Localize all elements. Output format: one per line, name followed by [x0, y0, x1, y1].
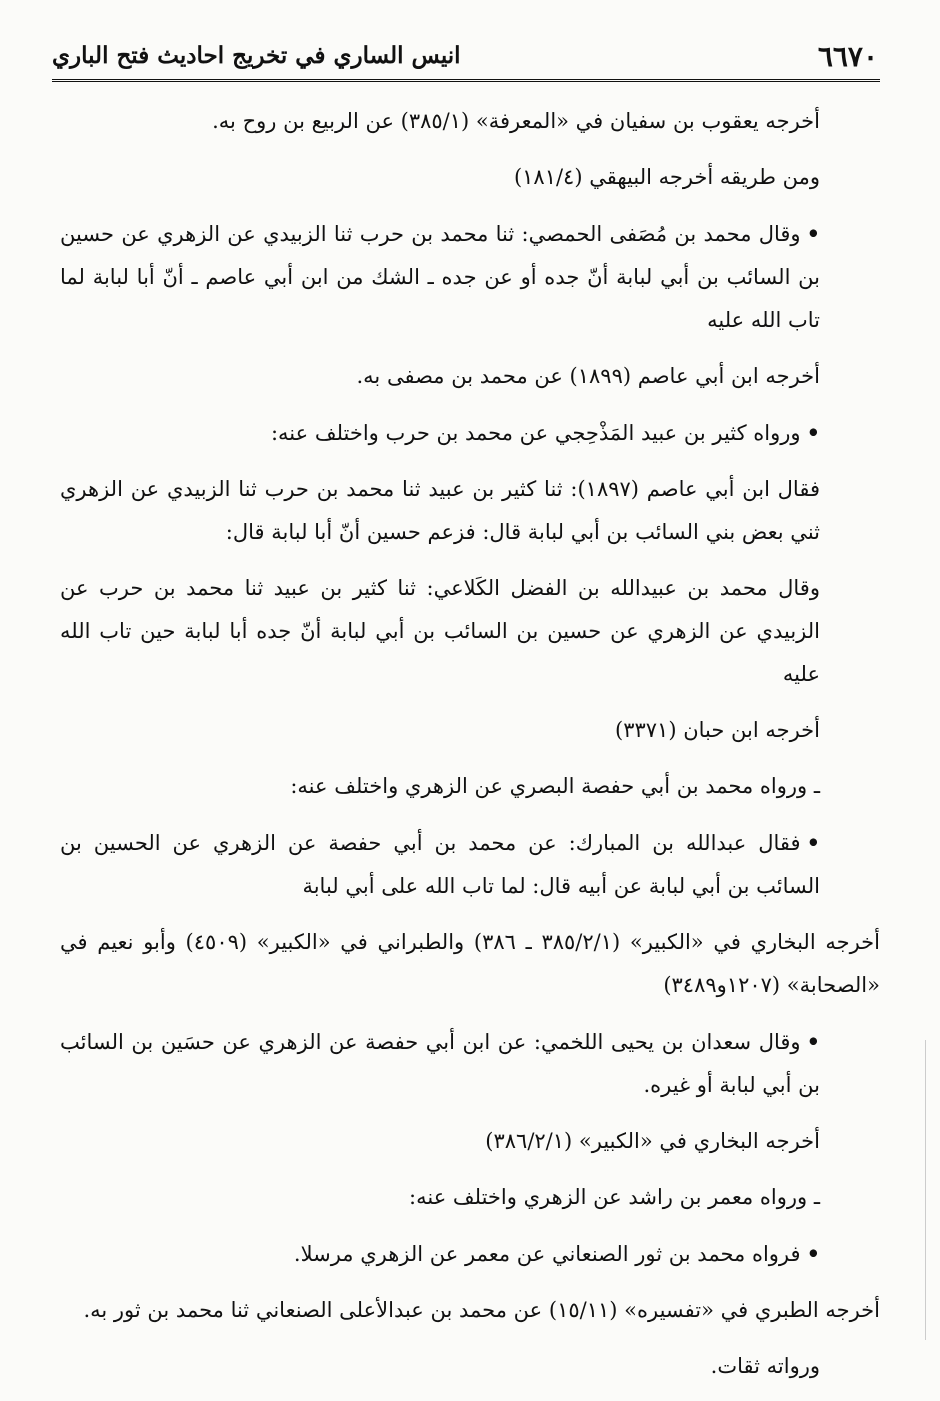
paragraph-text: أخرجه الطبري في «تفسيره» (١٥/١١) عن محمد بن عبدالأعلى الصنعاني ثنا محمد بن ثور به. — [83, 1298, 880, 1322]
paragraph — [60, 100, 880, 143]
paragraph — [60, 1289, 880, 1332]
paragraph — [60, 1176, 880, 1219]
paragraph-text: وقال محمد بن مُصَفى الحمصي: ثنا محمد بن حرب ثنا الزبيدي عن الزهري عن حسين بن السائب بن أبي لبابة أنّ جده أو عن جده ـ الشك من ابن أبي عاصم ـ أنّ أبا لبابة لما تاب الله عليه — [60, 222, 820, 332]
paragraph-text: ورواه كثير بن عبيد المَذْحِجي عن محمد بن حرب واختلف عنه: — [270, 421, 801, 445]
paragraph — [60, 1120, 880, 1163]
running-title: انيس الساري في تخريج احاديث فتح الباري — [52, 42, 461, 69]
paragraph-text: ـ ورواه معمر بن راشد عن الزهري واختلف عنه: — [409, 1185, 820, 1209]
page-header — [52, 36, 880, 82]
bullet-icon: • — [806, 221, 820, 246]
paragraph-text: فقال عبدالله بن المبارك: عن محمد بن أبي حفصة عن الزهري عن الحسين بن السائب بن أبي لبابة عن أبيه قال: لما تاب الله على أبي لبابة — [60, 831, 820, 898]
paragraph-text: فرواه محمد بن ثور الصنعاني عن معمر عن الزهري مرسلا. — [293, 1242, 801, 1266]
bulleted-paragraph — [60, 1232, 880, 1276]
header-rule — [52, 79, 880, 82]
paragraph — [60, 156, 880, 199]
paragraph-text: أخرجه البخاري في «الكبير» (٣٨٥/٢/١ ـ ٣٨٦) والطبراني في «الكبير» (٤٥٠٩) وأبو نعيم في «الصحابة» (١٢٠٧و٣٤٨٩) — [60, 930, 881, 997]
paragraph — [60, 567, 880, 696]
bullet-icon: • — [806, 1029, 820, 1054]
paragraph — [60, 468, 880, 554]
bulleted-paragraph — [60, 821, 880, 908]
paragraph — [60, 921, 880, 1007]
bulleted-paragraph — [60, 1020, 880, 1107]
paragraph-text: أخرجه ابن أبي عاصم (١٨٩٩) عن محمد بن مصفى به. — [356, 364, 820, 388]
paragraph-text: أخرجه البخاري في «الكبير» (٣٨٦/٢/١) — [485, 1129, 820, 1153]
paragraph-text: فقال ابن أبي عاصم (١٨٩٧): ثنا كثير بن عبيد ثنا محمد بن حرب ثنا الزبيدي عن الزهري ثني بعض بني السائب بن أبي لبابة قال: فزعم حسين أنّ أبا لبابة قال: — [60, 477, 820, 544]
body-text — [60, 100, 880, 1401]
paragraph — [60, 765, 880, 808]
paragraph-text: ورواته ثقات. — [710, 1354, 820, 1378]
paragraph — [60, 709, 880, 752]
bullet-icon: • — [806, 830, 820, 855]
bulleted-paragraph — [60, 212, 880, 342]
paragraph-text: وقال سعدان بن يحيى اللخمي: عن ابن أبي حفصة عن الزهري عن حسَين بن السائب بن أبي لبابة أو غيره. — [60, 1030, 820, 1097]
bulleted-paragraph — [60, 411, 880, 455]
scan-edge-line — [925, 1040, 926, 1340]
paragraph-text: أخرجه ابن حبان (٣٣٧١) — [615, 718, 820, 742]
page-number: ٦٦٧٠ — [817, 40, 878, 73]
paragraph-text: أخرجه يعقوب بن سفيان في «المعرفة» (٣٨٥/١) عن الربيع بن روح به. — [212, 109, 820, 133]
paragraph-text: ومن طريقه أخرجه البيهقي (١٨١/٤) — [513, 165, 820, 189]
paragraph-text: ـ ورواه محمد بن أبي حفصة البصري عن الزهري واختلف عنه: — [290, 774, 820, 798]
bullet-icon: • — [806, 1241, 820, 1266]
paragraph-text: وقال محمد بن عبيدالله بن الفضل الكَلاعي: ثنا كثير بن عبيد ثنا محمد بن حرب عن الزبيدي عن الزهري عن حسين بن السائب بن أبي لبابة أنّ جده أبا لبابة حين تاب الله عليه — [60, 576, 820, 686]
paragraph — [60, 355, 880, 398]
bullet-icon: • — [806, 420, 820, 445]
